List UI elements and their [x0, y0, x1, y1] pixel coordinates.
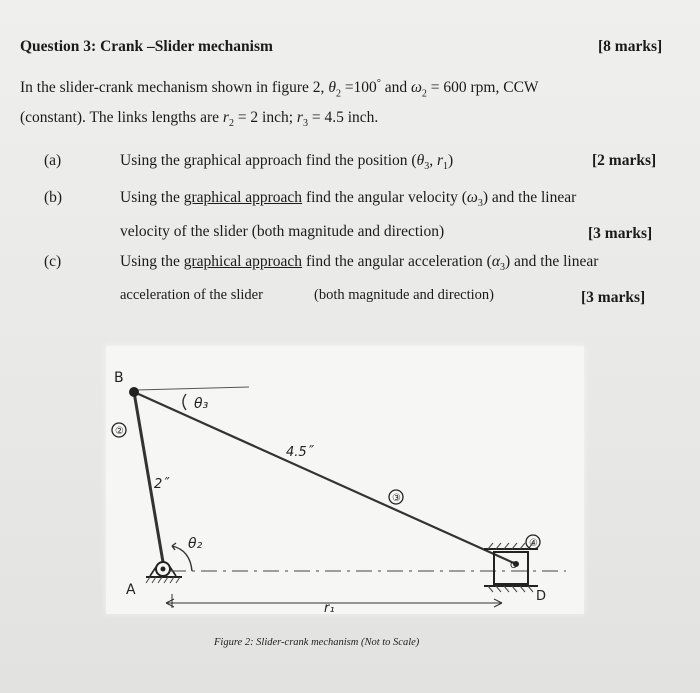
figure-caption: Figure 2: Slider-crank mechanism (Not to Scale) [214, 637, 420, 648]
label-link2: ② [115, 426, 124, 437]
part-c-text [120, 253, 598, 273]
r2-value: = 2 inch; [233, 109, 294, 126]
question-title: Question 3: Crank –Slider mechanism [20, 38, 273, 55]
r2-subscript: 2 [228, 118, 234, 130]
pin-b [129, 387, 139, 397]
label-r3-length: 4.5˝ [286, 445, 314, 460]
r3-symbol: r [296, 109, 303, 126]
label-r2-length: 2˝ [154, 477, 169, 492]
label-c: C [510, 561, 517, 571]
part-c-text-line2a: acceleration of the slider [120, 287, 263, 303]
r3-value: = 4.5 inch. [307, 109, 379, 126]
part-a-text-main: Using the graphical approach find the position ( [120, 152, 417, 169]
part-b-text [120, 189, 576, 209]
part-a-text [120, 152, 453, 172]
part-c-underlined: graphical approach [183, 253, 303, 270]
and-text: and [380, 79, 408, 97]
label-link3: ③ [392, 493, 401, 504]
part-b-marks: [3 marks] [588, 225, 653, 242]
label-b: B [114, 370, 124, 386]
omega-value: = 600 rpm, CCW [426, 79, 539, 97]
r3-subscript: 3 [302, 118, 308, 130]
part-b-text-line2: velocity of the slider (both magnitude and direction) [120, 223, 445, 240]
intro-line-1 [20, 78, 539, 99]
label-theta3: θ₃ [194, 396, 209, 412]
part-c-text-main: Using the [120, 253, 184, 270]
label-theta2: θ₂ [188, 536, 203, 552]
part-b-text-rest: find the angular velocity ( [302, 189, 467, 206]
part-a-label: (a) [44, 152, 62, 169]
part-b-text-main: Using the [120, 189, 184, 206]
figure-panel [106, 346, 584, 614]
part-c-alpha-sub: 3 [499, 262, 505, 274]
part-b-underlined: graphical approach [183, 189, 303, 206]
label-a: A [126, 582, 136, 598]
intro-line-2 [20, 109, 378, 129]
part-c-text-rest: find the angular acceleration ( [302, 253, 492, 270]
label-d: D [536, 589, 547, 604]
theta-subscript: 2 [335, 88, 341, 100]
part-a-r: , r [429, 152, 443, 169]
part-b-text-end: ) and the linear [482, 189, 577, 206]
total-marks: [8 marks] [598, 38, 663, 55]
part-a-marks: [2 marks] [592, 152, 657, 169]
part-c-label: (c) [44, 253, 62, 270]
label-link4: ④ [529, 538, 538, 549]
omega-subscript: 2 [421, 88, 427, 100]
theta3-arc [183, 394, 186, 410]
part-c-text-line2b: (both magnitude and direction) [314, 287, 494, 303]
label-r1: r₁ [324, 601, 335, 614]
part-b-omega-sub: 3 [477, 198, 483, 210]
degree-symbol: ° [376, 78, 381, 89]
part-c-text-end: ) and the linear [504, 253, 599, 270]
part-c-marks: [3 marks] [581, 289, 646, 306]
theta3-reference-line [136, 387, 249, 390]
intro-text: In the slider-crank mechanism shown in figure 2, [20, 79, 325, 97]
part-a-r-sub: 1 [443, 161, 448, 173]
theta-symbol: θ [328, 79, 336, 97]
link-lengths-text: (constant). The links lengths are [20, 109, 220, 126]
part-b-label: (b) [44, 189, 63, 206]
part-b-omega: ω [466, 189, 478, 206]
omega-symbol: ω [410, 79, 422, 97]
r2-symbol: r [222, 109, 229, 126]
slider-crank-diagram [106, 346, 584, 614]
part-a-theta: θ [416, 152, 425, 169]
theta-value: =100 [340, 79, 377, 97]
part-c-alpha: α [491, 253, 500, 270]
part-a-close: ) [448, 152, 454, 169]
pivot-a-center [161, 567, 166, 572]
part-a-theta-sub: 3 [424, 161, 430, 173]
